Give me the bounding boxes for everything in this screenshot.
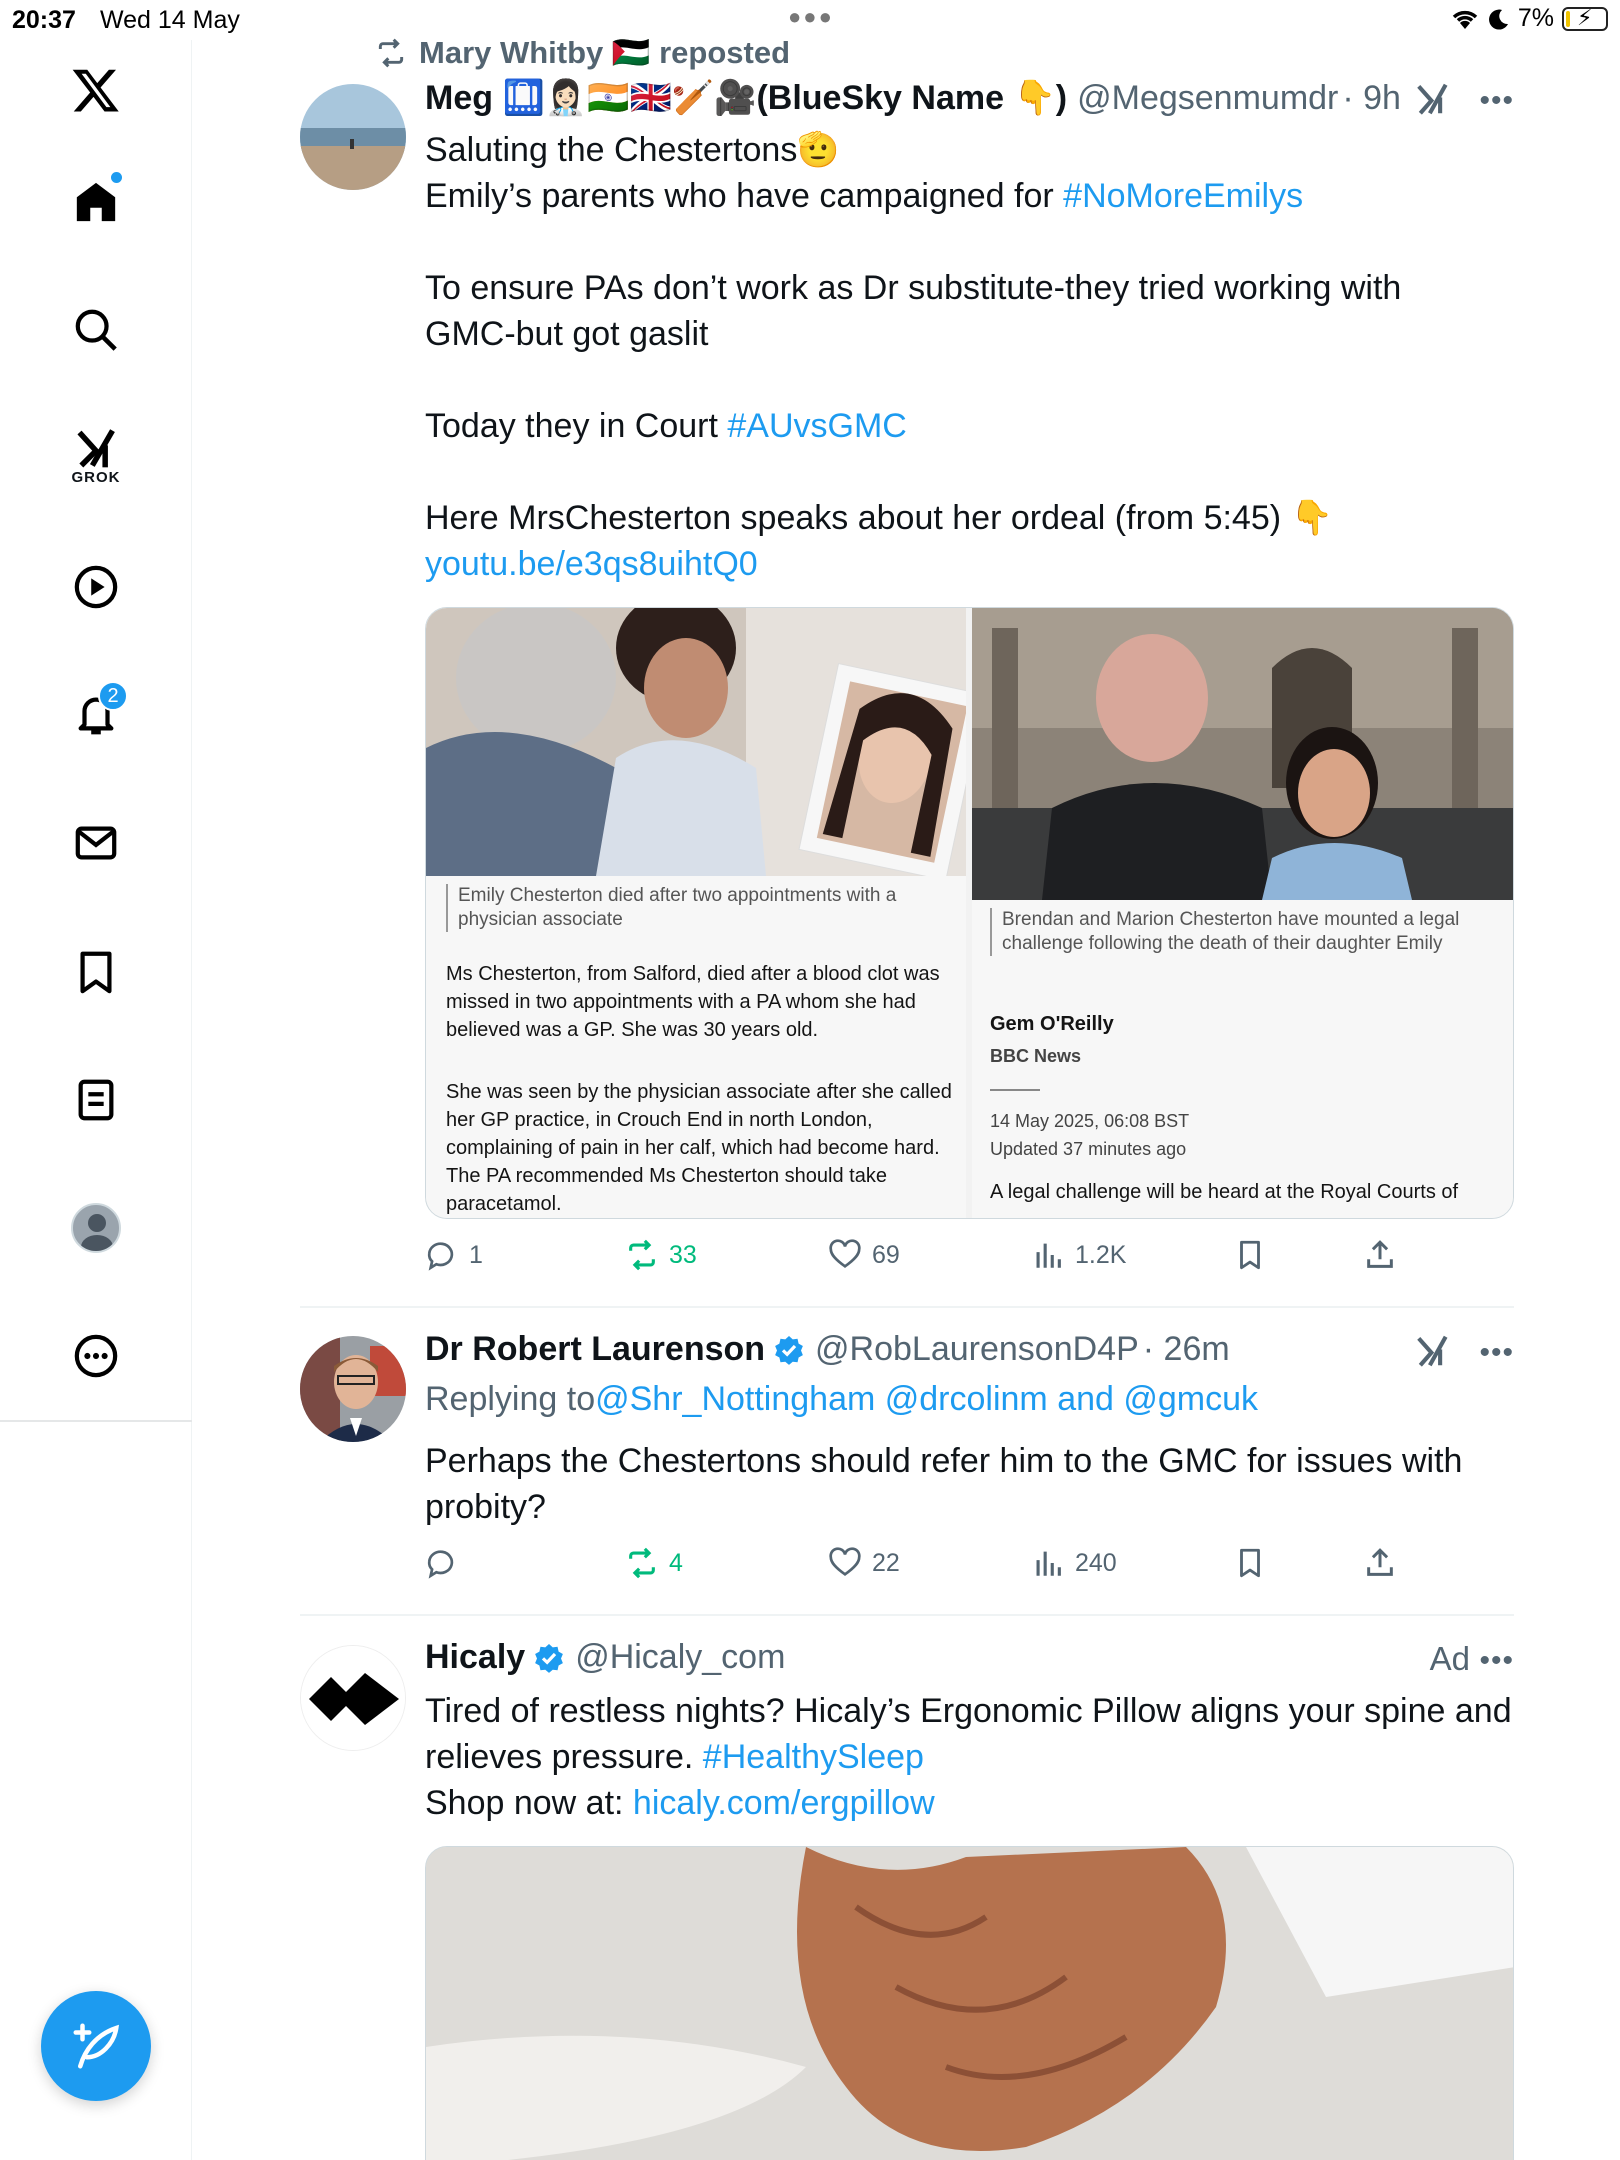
notifications-bell-icon[interactable] [56,675,136,755]
post-body [425,1688,1515,1826]
photo-parents-outside-court [972,608,1514,900]
author-name[interactable]: Dr Robert Laurenson [425,1330,766,1368]
grok-explain-icon[interactable] [1414,1332,1452,1375]
views-count: 1.2K [1075,1240,1127,1269]
ad-video-frame [426,1847,1514,2160]
author-handle[interactable]: @RobLaurensonD4P [815,1330,1139,1368]
grok-label: GROK [71,468,121,486]
x-logo-icon[interactable] [56,50,136,130]
article-date: 14 May 2025, 06:08 BST [990,1111,1190,1131]
post-time[interactable]: · 26m [1142,1330,1230,1368]
repost-icon [625,1238,659,1272]
post-line: Here MrsChesterton speaks about her ordeal (from 5:45) 👇 [425,499,1333,537]
sidebar [0,40,192,2160]
moon-icon [1488,8,1510,30]
post-media-images[interactable] [425,607,1514,1219]
post-line: Saluting the Chestertons🫡 [425,131,840,169]
replying-to-handles[interactable]: @Shr_Nottingham @drcolinm and @gmcuk [595,1380,1259,1418]
battery-charging-icon: ⚡ [1562,7,1608,31]
views-button[interactable] [1031,1546,1117,1580]
article-divider [990,1089,1040,1091]
reply-icon [425,1238,459,1272]
battery-percent: 7% [1517,4,1554,32]
author-handle[interactable]: @Megsenmumdr [1077,78,1339,117]
share-button[interactable] [1363,1546,1397,1580]
post-line: Tired of restless nights? Hicaly’s Ergonomic Pillow aligns your spine and [425,1692,1512,1730]
replying-prefix: Replying to [425,1380,596,1418]
views-button[interactable] [1031,1238,1126,1272]
views-count: 240 [1075,1548,1117,1577]
bookmark-button[interactable] [1233,1238,1267,1272]
post-header [425,78,1401,118]
post-body [425,1438,1515,1530]
hashtag-link[interactable]: #AUvsGMC [727,407,907,445]
ad-website-link[interactable]: hicaly.com/ergpillow [632,1784,935,1822]
right-image-caption: Brendan and Marion Chesterton have mounted a legal challenge following the death of their daughter Emily [990,908,1490,956]
repost-icon [625,1546,659,1580]
post-header [425,1330,1230,1369]
verified-badge-icon [773,1334,805,1366]
like-button[interactable] [828,1546,900,1580]
reply-button[interactable] [425,1238,483,1272]
author-handle[interactable]: @Hicaly_com [575,1638,786,1676]
post-separator [300,1614,1514,1616]
author-avatar[interactable] [300,84,406,190]
ad-label: Ad [1429,1640,1470,1677]
search-icon[interactable] [56,290,136,370]
replying-to [425,1380,1258,1419]
like-button[interactable] [828,1238,900,1272]
lists-icon[interactable] [56,1060,136,1140]
reply-count: 1 [469,1240,483,1269]
views-chart-icon [1031,1546,1065,1580]
hashtag-link[interactable]: #NoMoreEmilys [1063,177,1304,215]
left-image-caption: Emily Chesterton died after two appointments with a physician associate [446,884,946,932]
profile-avatar-icon [71,1203,121,1253]
repost-button[interactable] [625,1546,683,1580]
more-options-icon[interactable] [56,1316,136,1396]
repost-icon [375,37,407,69]
wifi-icon [1450,7,1480,31]
repost-count: 4 [669,1548,683,1577]
reply-button[interactable] [425,1546,469,1580]
author-avatar[interactable] [300,1336,406,1442]
heart-icon [828,1238,862,1272]
status-time: 20:37 [12,6,76,34]
post-line: To ensure PAs don’t work as Dr substitute-they tried working with [425,269,1402,307]
post-line: GMC-but got gaslit [425,315,709,353]
post-line: relieves pressure. [425,1738,703,1776]
hashtag-link[interactable]: #HealthySleep [702,1738,924,1776]
author-name[interactable]: Hicaly [425,1638,526,1676]
article-updated: Updated 37 minutes ago [990,1139,1187,1159]
repost-button[interactable] [625,1238,697,1272]
youtube-link[interactable]: youtu.be/e3qs8uihtQ0 [425,545,758,583]
status-bar [0,0,1620,40]
article-outlet: BBC News [990,1046,1082,1066]
heart-icon [828,1546,862,1580]
article-lead: A legal challenge will be heard at the Royal Courts of [990,1181,1459,1203]
article-paragraph: She was seen by the physician associate after she called her GP practice, in Crouch End in north London, complaining of pain in her calf, which had become hard. The PA recommended Ms Chesterton should take paracetamol. [446,1081,952,1215]
status-date: Wed 14 May [100,6,240,34]
share-button[interactable] [1363,1238,1397,1272]
compose-feather-icon [69,2019,123,2073]
ad-video[interactable] [425,1846,1514,2160]
grok-explain-icon[interactable] [1414,80,1452,123]
home-icon[interactable] [56,162,136,242]
like-count: 69 [872,1240,900,1269]
post-time[interactable]: · 9h [1342,78,1401,117]
views-chart-icon [1031,1238,1065,1272]
post-line: Perhaps the Chestertons should refer him to the GMC for issues with [425,1442,1463,1480]
bookmark-button[interactable] [1233,1546,1267,1580]
media-image-left[interactable] [426,608,966,1219]
repost-count: 33 [669,1240,697,1269]
multitask-dots-icon[interactable]: ●●● [788,4,834,29]
sidebar-divider [0,1420,192,1422]
post-more-icon[interactable]: ••• [1479,1336,1514,1369]
grok-icon[interactable] [56,416,136,496]
compose-post-button[interactable] [41,1991,151,2101]
verified-badge-icon [533,1642,565,1674]
share-icon [1363,1238,1397,1272]
bookmarks-icon[interactable] [56,932,136,1012]
share-icon [1363,1546,1397,1580]
post-line: probity? [425,1488,546,1526]
hicaly-logo-icon [301,1646,406,1751]
post-separator [300,1306,1514,1308]
post-header [425,1638,785,1677]
post-body [425,127,1515,587]
photo-parents-holding-portrait [426,608,966,876]
home-unread-dot [111,172,122,183]
post-line: Today they in Court [425,407,728,445]
video-play-icon[interactable] [56,547,136,627]
profile-nav[interactable] [56,1188,136,1268]
reply-icon [425,1546,459,1580]
post-line: Emily’s parents who have campaigned for [425,177,1064,215]
post-actions [425,1238,1425,1278]
post-more-icon[interactable]: ••• [1479,1644,1514,1677]
post-more-icon[interactable]: ••• [1479,84,1514,117]
bookmark-icon [1233,1238,1267,1272]
notifications-badge: 2 [98,681,128,711]
post-line: Shop now at: [425,1784,633,1822]
bookmark-icon [1233,1546,1267,1580]
advertiser-avatar[interactable] [300,1645,406,1751]
post-actions [425,1546,1425,1586]
repost-by-label: Mary Whitby 🇵🇸 reposted [419,35,791,70]
messages-envelope-icon[interactable] [56,803,136,883]
author-name[interactable]: Meg 🛄👩🏻‍⚕️🇮🇳🇬🇧🏏🎥(BlueSky Name 👇) [425,79,1068,117]
article-paragraph: Ms Chesterton, from Salford, died after a blood clot was missed in two appointments with a PA whom she had believed was a GP. She was 30 years old. [446,963,940,1041]
article-author: Gem O'Reilly [990,1013,1114,1035]
repost-indicator[interactable] [375,34,790,71]
like-count: 22 [872,1548,900,1577]
media-image-right[interactable] [972,608,1514,1219]
